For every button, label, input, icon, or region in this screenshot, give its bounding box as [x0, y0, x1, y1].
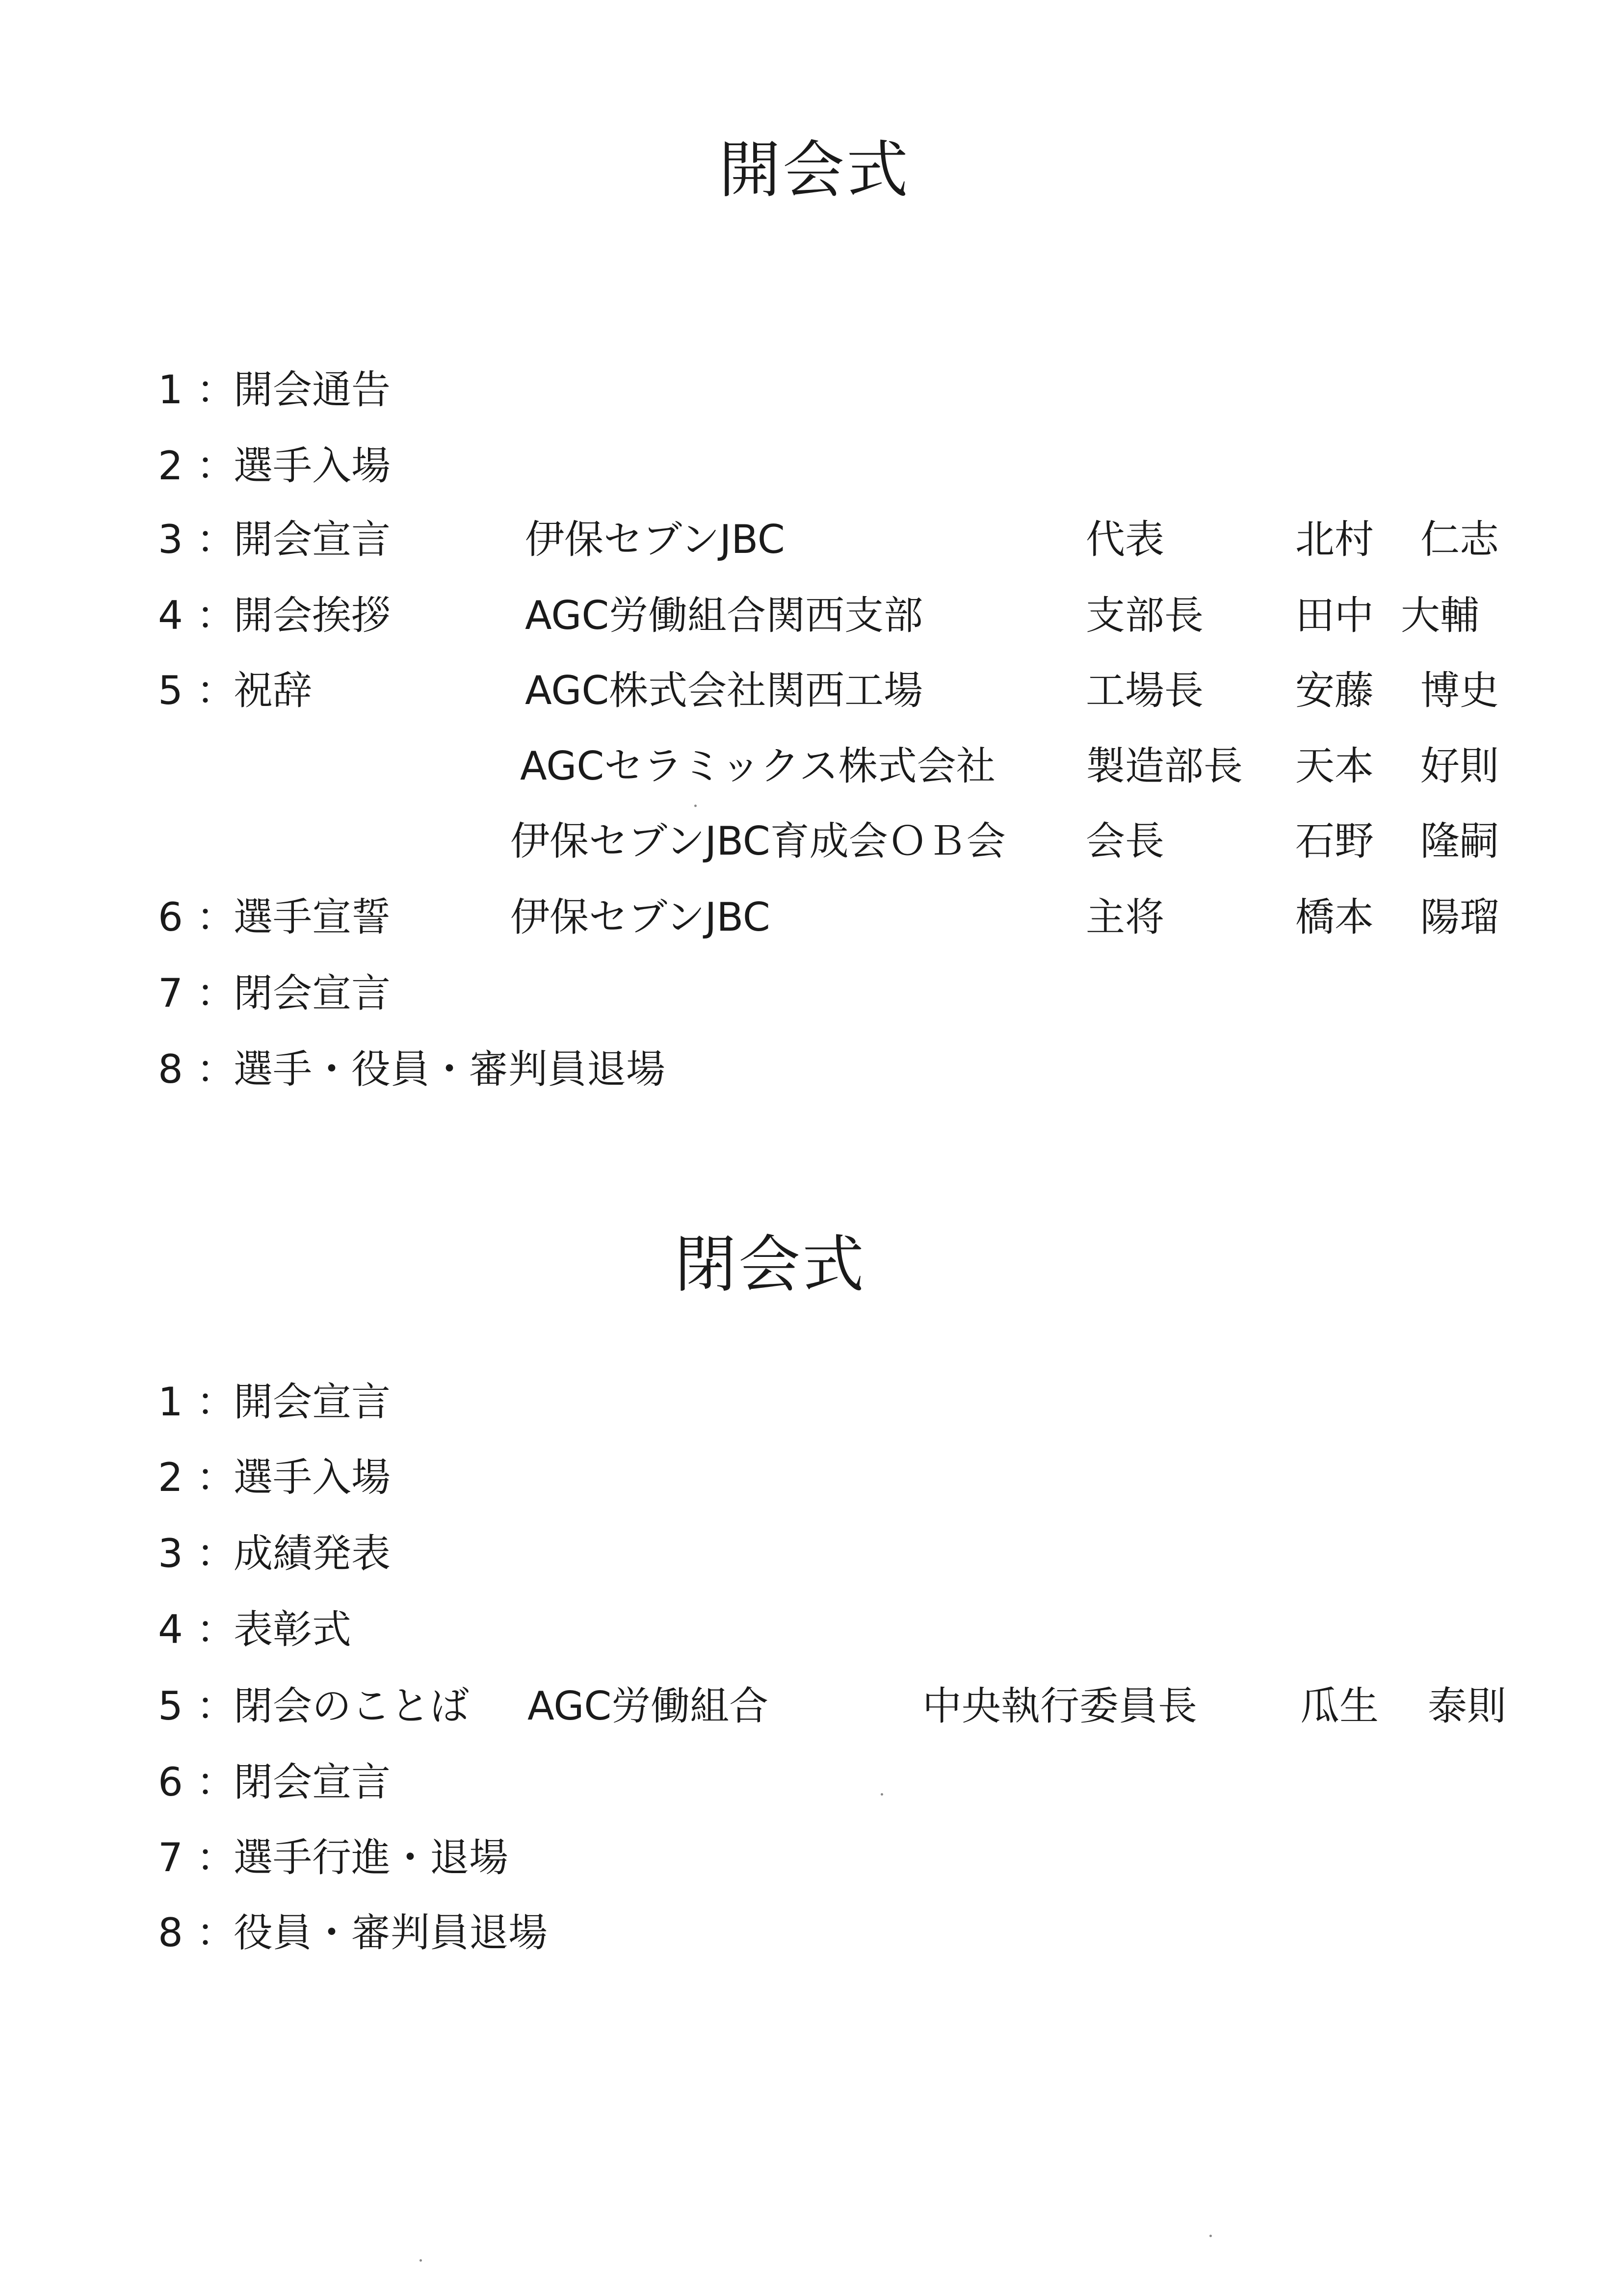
item-number: 6 [158, 894, 183, 940]
person-given-name: 泰則 [1428, 1683, 1506, 1729]
role: 支部長 [1086, 593, 1204, 638]
person-surname: 天本 [1295, 743, 1374, 789]
opening-item-5-continued [0, 817, 1624, 866]
scan-speck [694, 805, 697, 807]
item-separator: ： [196, 668, 236, 713]
closing-item-8 [0, 1908, 1624, 1957]
item-label: 閉会のことば [234, 1683, 469, 1729]
item-separator: ： [196, 517, 236, 562]
organization: AGC労働組合 [527, 1683, 769, 1729]
opening-item-5-continued [0, 742, 1624, 791]
opening-item-4 [0, 591, 1624, 640]
opening-item-8 [0, 1045, 1624, 1094]
opening-item-3 [0, 515, 1624, 564]
closing-item-2 [0, 1453, 1624, 1502]
person-given-name: 博史 [1420, 668, 1499, 713]
role: 会長 [1086, 818, 1164, 864]
item-label: 閉会宣言 [234, 1759, 391, 1805]
opening-item-2 [0, 442, 1624, 491]
scan-speck [881, 1793, 883, 1796]
item-separator: ： [196, 593, 236, 638]
item-label: 選手宣誓 [234, 894, 391, 940]
item-number: 4 [158, 1607, 183, 1652]
organization: 伊保セブンJBC [510, 894, 770, 940]
item-number: 8 [158, 1046, 183, 1092]
item-number: 1 [158, 367, 183, 413]
opening-item-5 [0, 666, 1624, 715]
item-label: 選手入場 [234, 1455, 391, 1500]
item-separator: ： [196, 443, 236, 489]
item-separator: ： [196, 1607, 236, 1652]
item-separator: ： [196, 894, 236, 940]
organization: AGCセラミックス株式会社 [520, 743, 995, 789]
organization: 伊保セブンJBC育成会ＯＢ会 [510, 818, 1006, 864]
item-separator: ： [196, 367, 236, 413]
item-label: 開会宣言 [234, 517, 391, 562]
person-given-name: 仁志 [1420, 517, 1499, 562]
item-separator: ： [196, 1835, 236, 1880]
closing-item-7 [0, 1833, 1624, 1882]
item-number: 4 [158, 593, 183, 638]
item-label: 成績発表 [234, 1531, 391, 1576]
role: 中央執行委員長 [922, 1683, 1197, 1729]
item-label: 選手・役員・審判員退場 [234, 1046, 665, 1092]
person-surname: 安藤 [1295, 668, 1374, 713]
item-number: 3 [158, 1531, 183, 1576]
item-number: 5 [158, 1683, 183, 1729]
item-number: 1 [158, 1379, 183, 1425]
person-surname: 橋本 [1295, 894, 1374, 940]
closing-item-4 [0, 1605, 1624, 1654]
item-number: 7 [158, 970, 183, 1016]
item-separator: ： [196, 1683, 236, 1729]
person-given-name: 大輔 [1401, 593, 1479, 638]
closing-ceremony-title: 閉会式 [675, 1228, 866, 1301]
item-separator: ： [196, 1531, 236, 1576]
item-number: 2 [158, 443, 183, 489]
item-number: 2 [158, 1455, 183, 1500]
item-separator: ： [196, 1455, 236, 1500]
item-separator: ： [196, 1910, 236, 1956]
organization: 伊保セブンJBC [525, 517, 785, 562]
item-number: 6 [158, 1759, 183, 1805]
item-separator: ： [196, 1759, 236, 1805]
scan-speck [419, 2259, 422, 2262]
opening-item-7 [0, 969, 1624, 1018]
closing-item-6 [0, 1758, 1624, 1807]
person-surname: 田中 [1295, 593, 1374, 638]
item-label: 開会通告 [234, 367, 391, 413]
closing-item-5 [0, 1682, 1624, 1731]
role: 代表 [1086, 517, 1164, 562]
role: 主将 [1086, 894, 1164, 940]
item-label: 開会挨拶 [234, 593, 391, 638]
closing-item-3 [0, 1529, 1624, 1578]
opening-item-1 [0, 365, 1624, 415]
item-label: 閉会宣言 [234, 970, 391, 1016]
item-separator: ： [196, 1379, 236, 1425]
item-label: 開会宣言 [234, 1379, 391, 1425]
person-given-name: 好則 [1420, 743, 1499, 789]
opening-ceremony-title: 開会式 [719, 134, 910, 206]
item-label: 役員・審判員退場 [234, 1910, 548, 1956]
item-number: 7 [158, 1835, 183, 1880]
person-given-name: 隆嗣 [1420, 818, 1499, 864]
person-surname: 石野 [1295, 818, 1374, 864]
role: 工場長 [1086, 668, 1204, 713]
role: 製造部長 [1086, 743, 1243, 789]
item-number: 8 [158, 1910, 183, 1956]
item-number: 3 [158, 517, 183, 562]
item-separator: ： [196, 970, 236, 1016]
item-number: 5 [158, 668, 183, 713]
item-label: 選手入場 [234, 443, 391, 489]
scan-speck [1209, 2235, 1212, 2237]
item-label: 祝辞 [234, 668, 312, 713]
person-given-name: 陽瑠 [1420, 894, 1499, 940]
organization: AGC労働組合関西支部 [525, 593, 923, 638]
item-separator: ： [196, 1046, 236, 1092]
closing-item-1 [0, 1378, 1624, 1427]
item-label: 選手行進・退場 [234, 1835, 508, 1880]
person-surname: 瓜生 [1300, 1683, 1379, 1729]
item-label: 表彰式 [234, 1607, 351, 1652]
organization: AGC株式会社関西工場 [525, 668, 923, 713]
person-surname: 北村 [1295, 517, 1374, 562]
opening-item-6 [0, 893, 1624, 942]
